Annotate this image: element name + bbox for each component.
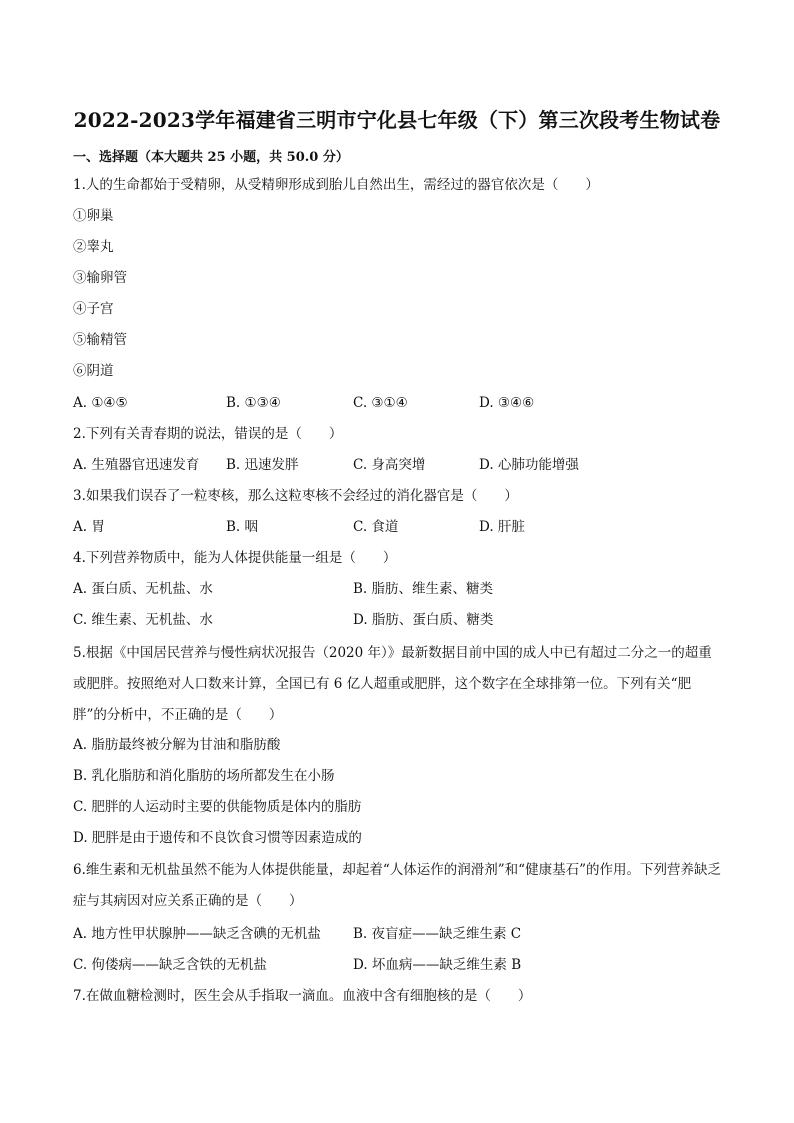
question-1-item: ⑥阴道 (73, 363, 114, 379)
page-title: 2022-2023学年福建省三明市宁化县七年级（下）第三次段考生物试卷 (73, 108, 721, 132)
option-a[interactable]: A. 地方性甲状腺肿——缺乏含碘的无机盐 (73, 926, 321, 942)
option-d[interactable]: D. 肝脏 (479, 519, 525, 535)
option-b[interactable]: B. 夜盲症——缺乏维生素 C (353, 926, 522, 942)
question-1-stem: 1.人的生命都始于受精卵，从受精卵形成到胎儿自然出生，需经过的器官依次是（ ） (73, 177, 599, 193)
option-d[interactable]: D. ③④⑥ (479, 395, 535, 411)
option-c[interactable]: C. 食道 (353, 519, 399, 535)
question-5-option-a[interactable]: A. 脂肪最终被分解为甘油和脂肪酸 (73, 737, 281, 753)
question-7-stem: 7.在做血糖检测时，医生会从手指取一滴血。血液中含有细胞核的是（ ） (73, 988, 532, 1004)
option-d[interactable]: D. 心肺功能增强 (479, 457, 579, 473)
question-4-stem: 4.下列营养物质中，能为人体提供能量一组是（ ） (73, 550, 397, 566)
question-3-stem: 3.如果我们误吞了一粒枣核，那么这粒枣核不会经过的消化器官是（ ） (73, 488, 518, 504)
question-1-item: ③输卵管 (73, 270, 127, 286)
section-heading: 一、选择题（本大题共 25 小题，共 50.0 分） (73, 150, 349, 165)
question-4-options-row2 (73, 611, 733, 629)
question-1-item: ①卵巢 (73, 208, 114, 224)
option-a[interactable]: A. 蛋白质、无机盐、水 (73, 581, 213, 597)
question-6-options-row1 (73, 925, 733, 943)
question-6-stem: 6.维生素和无机盐虽然不能为人体提供能量，却起着“人体运作的润滑剂”和“健康基石”的作用。下列营养缺乏症与其病因对应关系正确的是（ ） (73, 862, 721, 909)
option-d[interactable]: D. 坏血病——缺乏维生素 B (353, 957, 522, 973)
question-1-item: ④子宫 (73, 301, 114, 317)
question-4-options-row1 (73, 580, 733, 598)
question-2-options (73, 456, 733, 474)
option-d[interactable]: D. 脂肪、蛋白质、糖类 (353, 612, 494, 628)
question-5-option-c[interactable]: C. 肥胖的人运动时主要的供能物质是体内的脂肪 (73, 799, 362, 815)
option-c[interactable]: C. 维生素、无机盐、水 (73, 612, 213, 628)
option-b[interactable]: B. ①③④ (226, 395, 281, 411)
option-b[interactable]: B. 迅速发胖 (226, 457, 299, 473)
question-1-item: ②睾丸 (73, 239, 114, 255)
option-a[interactable]: A. 生殖器官迅速发育 (73, 457, 200, 473)
option-a[interactable]: A. 胃 (73, 519, 105, 535)
question-3-options (73, 518, 733, 536)
question-2-stem: 2.下列有关青春期的说法，错误的是（ ） (73, 426, 343, 442)
question-5-option-d[interactable]: D. 肥胖是由于遗传和不良饮食习惯等因素造成的 (73, 830, 362, 846)
question-6-options-row2 (73, 956, 733, 974)
option-b[interactable]: B. 脂肪、维生素、糖类 (353, 581, 494, 597)
option-c[interactable]: C. ③①④ (353, 395, 408, 411)
option-a[interactable]: A. ①④⑤ (73, 395, 128, 411)
question-1-options (73, 394, 733, 412)
option-b[interactable]: B. 咽 (226, 519, 259, 535)
question-1-item: ⑤输精管 (73, 332, 127, 348)
question-5-stem: 5.根据《中国居民营养与慢性病状况报告（2020 年）》最新数据目前中国的成人中已有超过二分之一的超重或肥胖。按照绝对人口数来计算，全国已有 6 亿人超重或肥胖，这个数字在全球排第一位。下列有关“肥胖”的分析中，不正确的是（ ） (73, 645, 712, 723)
option-c[interactable]: C. 身高突增 (353, 457, 426, 473)
option-c[interactable]: C. 佝偻病——缺乏含铁的无机盐 (73, 957, 267, 973)
question-5-option-b[interactable]: B. 乳化脂肪和消化脂肪的场所都发生在小肠 (73, 768, 335, 784)
